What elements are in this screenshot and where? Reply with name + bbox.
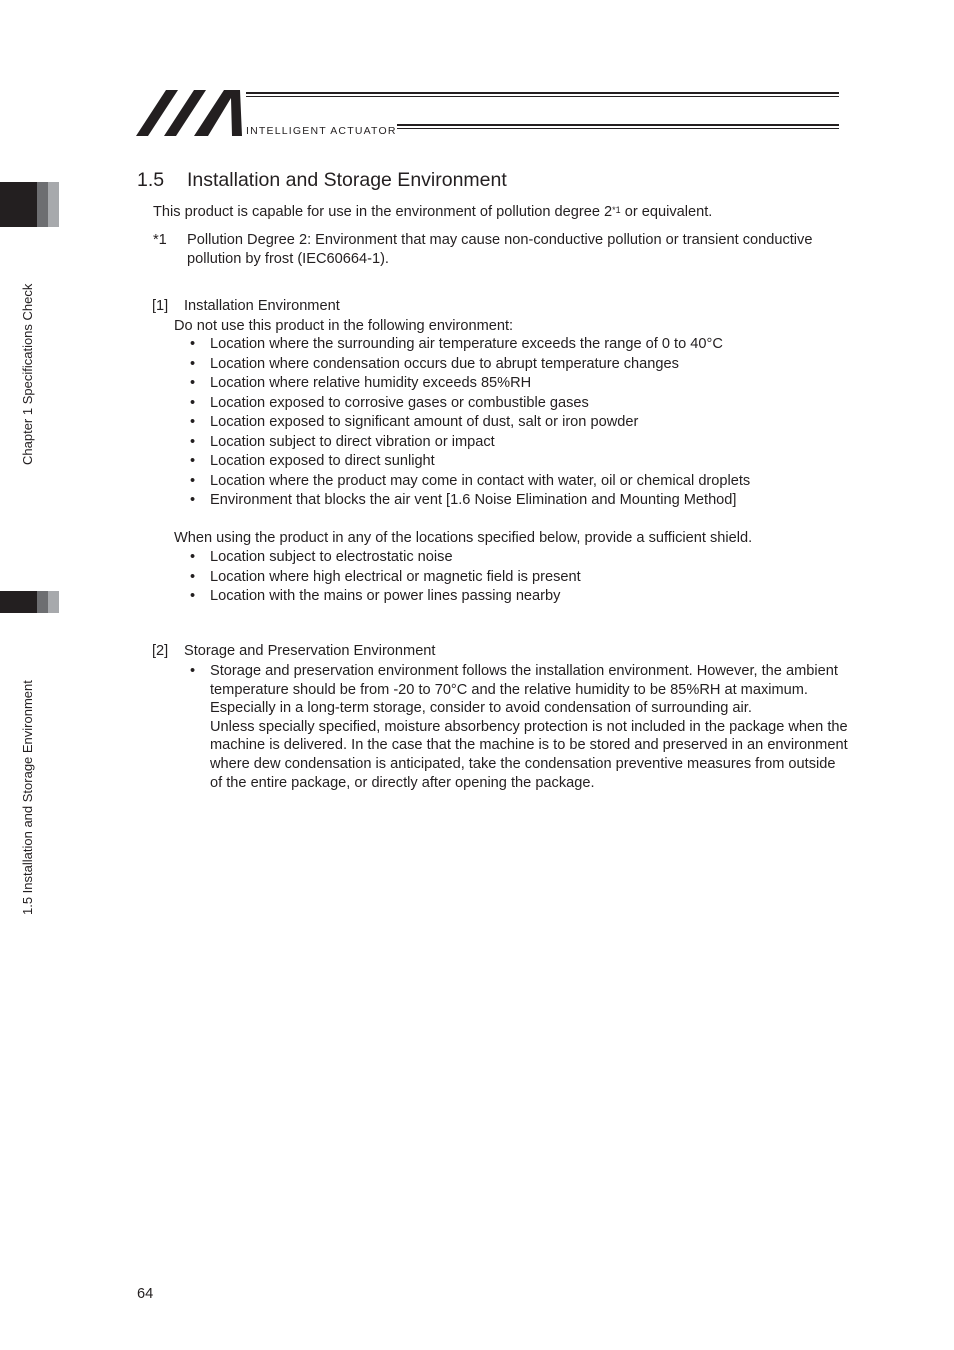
list-item: • Environment that blocks the air vent [1.6 Noise Elimination and Mounting Method]	[190, 492, 737, 508]
chapter-side-label: Chapter 1 Specifications Check	[20, 283, 35, 465]
list-item: • Location where condensation occurs due to abrupt temperature changes	[190, 355, 679, 372]
list-item: • Location subject to electrostatic noise	[190, 549, 453, 565]
storage-heading	[152, 643, 435, 659]
chapter-tab-dark	[0, 182, 37, 227]
list-item: • Storage and preservation environment follows the installation environment. However, the ambient temperature should be from -20 to 70°C and the relative humidity to be 85%RH at maximum. Especially in a long-term storage, consider to avoid condensation of surrounding air. Unless specially specified, moisture absorbency protection is not included in the package when the machine is delivered. In the case that the machine is to be stored and preserved in an environment where dew condensation is anticipated, take the condensation preventive measures from outside of the entire package, or directly after opening the package.	[190, 663, 848, 791]
install-lead: Do not use this product in the following environment:	[174, 318, 514, 334]
section-tab-dark	[0, 591, 37, 613]
header-rule-top-2	[246, 96, 839, 97]
storage-paragraph-1: Storage and preservation environment follows the installation environment. However, the ambient temperature should be from -20 to 70°C and the relative humidity to be 85%RH at maximum. Especially in a long-term storage, consider to avoid condensation of surrounding air.	[210, 663, 838, 717]
intro-paragraph: This product is capable for use in the environment of pollution degree 2$^{*1}$ or equivalent.	[153, 204, 713, 220]
list-item: • Location exposed to significant amount of dust, salt or iron powder	[190, 414, 639, 430]
section-title	[137, 169, 507, 192]
list-item: • Location where the product may come in contact with water, oil or chemical droplets	[190, 472, 751, 489]
footnote-mark: *1	[153, 232, 167, 248]
list-item: • Location subject to direct vibration or impact	[190, 433, 495, 450]
install-heading-text: Installation Environment	[184, 298, 340, 314]
shield-lead: When using the product in any of the locations specified below, provide a sufficient shield.	[174, 530, 753, 546]
header-rule-bottom-2	[397, 128, 839, 129]
list-item: • Location where relative humidity exceeds 85%RH	[190, 375, 532, 391]
section-tab-mid	[37, 591, 48, 613]
list-item: • Location exposed to direct sunlight	[190, 453, 435, 469]
install-heading	[152, 298, 340, 314]
section-number: 1.5	[137, 169, 165, 191]
section-title-text: Installation and Storage Environment	[187, 169, 507, 191]
section-tab-light	[48, 591, 59, 613]
list-item: • Location exposed to corrosive gases or combustible gases	[190, 394, 589, 411]
chapter-tab-light	[48, 182, 59, 227]
header-rule-bottom-1	[397, 124, 839, 126]
install-index: [1]	[152, 298, 169, 314]
install-list	[190, 335, 850, 511]
footnote-ref: *1	[612, 205, 621, 215]
storage-paragraph-2: Unless specially specified, moisture absorbency protection is not included in the package when the machine is delivered. In the case that the machine is to be stored and preserved in an environment where dew condensation is anticipated, take the condensation preventive measures from outside of the entire package, or directly after opening the package.	[210, 718, 848, 791]
brand-name: INTELLIGENT ACTUATOR	[246, 125, 397, 137]
footnote-text: Pollution Degree 2: Environment that may cause non-conductive pollution or transient conductive pollution by frost (IEC60664-1).	[187, 232, 813, 267]
header-rule-top-1	[246, 92, 839, 94]
list-item: • Location where the surrounding air temperature exceeds the range of 0 to 40°C	[190, 336, 723, 352]
shield-list	[190, 548, 850, 607]
list-item: • Location where high electrical or magnetic field is present	[190, 568, 581, 585]
list-item: • Location with the mains or power lines passing nearby	[190, 588, 561, 604]
storage-heading-text: Storage and Preservation Environment	[184, 643, 436, 659]
storage-index: [2]	[152, 643, 169, 659]
chapter-tab-mid	[37, 182, 48, 227]
section-side-label: 1.5 Installation and Storage Environment	[20, 680, 35, 915]
page-number: 64	[137, 1286, 154, 1302]
iai-logo-icon	[136, 90, 246, 136]
storage-list	[190, 662, 850, 792]
